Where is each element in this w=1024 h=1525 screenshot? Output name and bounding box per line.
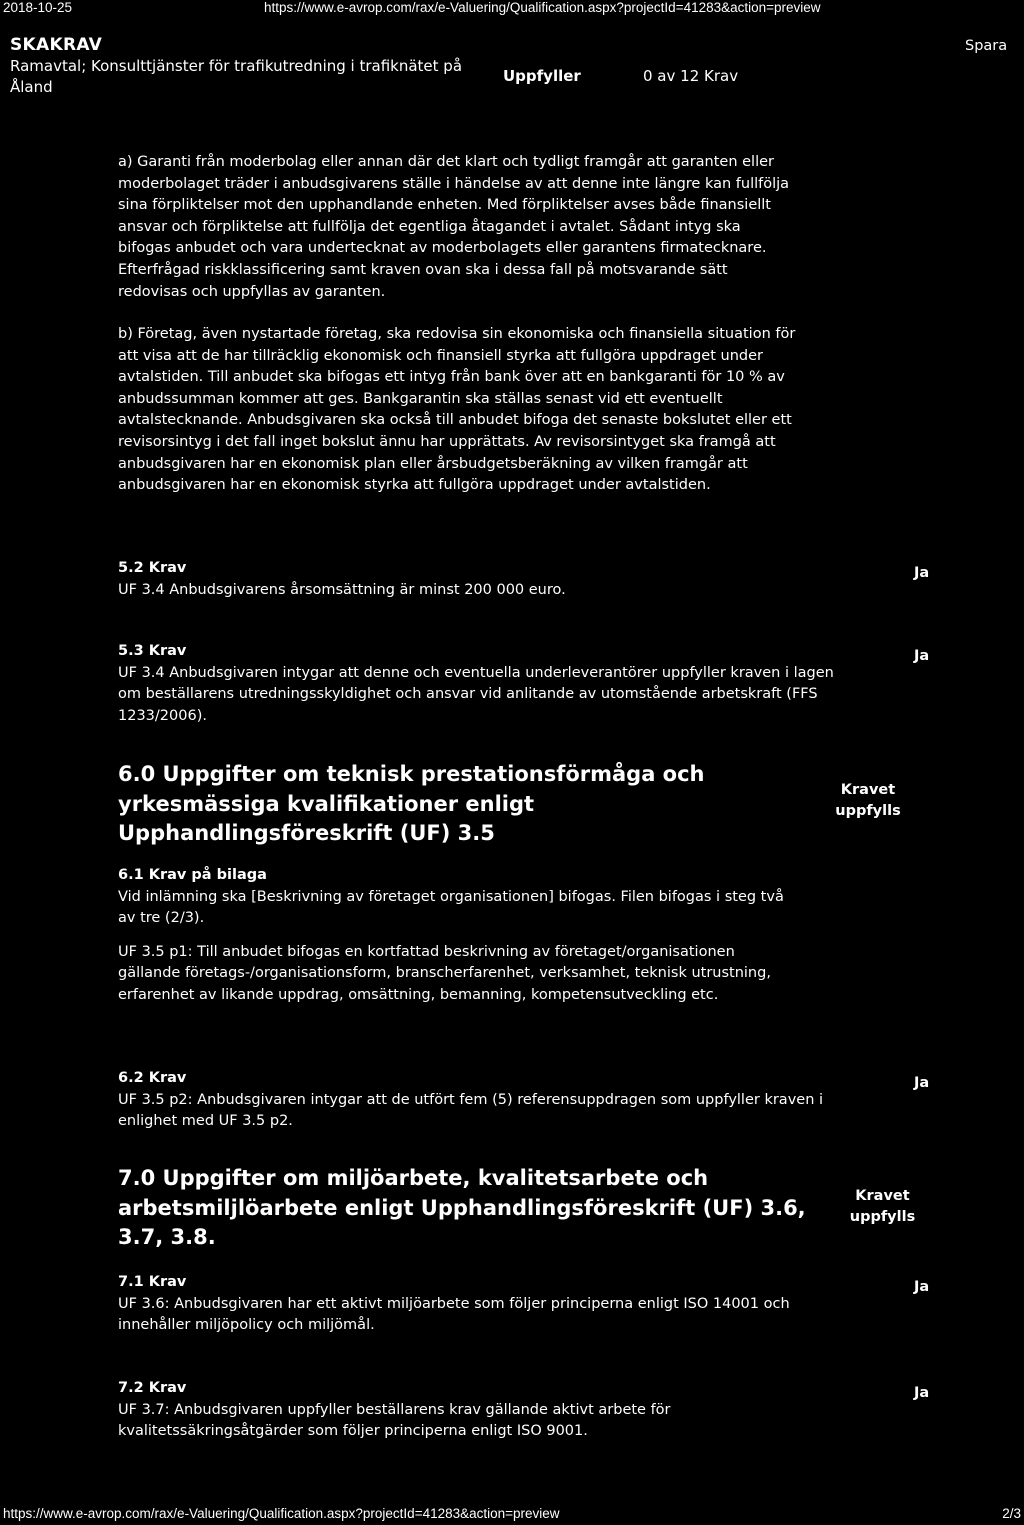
print-date: 2018-10-25 [3,0,73,15]
requirement-text: Vid inlämning ska [Beskrivning av företaget organisationen] bifogas. Filen bifogas i steg två av tre (2/3). [118,888,784,927]
print-header [0,0,1024,22]
org-name: SKAKRAV [10,35,103,55]
status-label: Uppfyller [503,67,581,85]
requirement-5-2 [118,558,858,601]
requirement-text: UF 3.5 p2: Anbudsgivaren intygar att de utfört fem (5) referensuppdragen som uppfyller kraven i enlighet med UF 3.5 p2. [118,1091,824,1130]
section-7-title: 7.0 Uppgifter om miljöarbete, kvalitetsarbete och arbetsmiljlöarbete enligt Upphandlingsföreskrift (UF) 3.6, 3.7, 3.8. [118,1166,806,1249]
answer-7-1[interactable]: Ja [914,1279,930,1295]
project-title: Ramavtal; Konsulttjänster för trafikutredning i trafiknätet på Åland [10,57,463,96]
requirement-7-2 [118,1378,858,1443]
page-number: 2/3 [1002,1506,1021,1521]
requirement-text: UF 3.6: Anbudsgivaren har ett aktivt miljöarbete som följer principerna enligt ISO 14001 och innehåller miljöpolicy och miljömål. [118,1295,790,1334]
requirement-text: UF 3.4 Anbudsgivaren intygar att denne och eventuella underleverantörer uppfyller kraven i lagen om beställarens utredningsskyldighet och ansvar vid anlitande av utomstående arbetskraft (FFS 1233/2006). [118,664,834,724]
requirement-id: 5.2 Krav [118,560,187,576]
answer-5-3[interactable]: Ja [914,648,930,664]
status-count: 0 av 12 Krav [643,67,739,85]
requirement-id: 7.2 Krav [118,1380,187,1396]
section-6-status: Kravet uppfylls [835,782,901,819]
requirement-6-1 [118,865,858,1007]
app-header [0,30,1024,100]
save-button[interactable]: Spara [965,38,1008,54]
requirement-extra: UF 3.5 p1: Till anbudet bifogas en kortfattad beskrivning av företaget/organisationen gällande företags-/organisationsform, branscherfarenhet, verksamhet, teknisk utrustning, erfarenhet av likande uppdrag, omsättning, bemanning, kompetensutveckling etc. [118,943,771,1003]
footer-url: https://www.e-avrop.com/rax/e-Valuering/Qualification.aspx?projectId=41283&action=preview [3,1506,560,1521]
answer-6-2[interactable]: Ja [914,1075,930,1091]
print-footer [0,1506,1024,1525]
requirement-text: UF 3.7: Anbudsgivaren uppfyller beställarens krav gällande aktivt arbete för kvalitetssäkringsåtgärder som följer principerna enligt ISO 9001. [118,1401,671,1440]
answer-7-2[interactable]: Ja [914,1385,930,1401]
requirement-5-3 [118,641,858,727]
requirement-id: 6.1 Krav på bilaga [118,867,267,883]
requirement-id: 7.1 Krav [118,1274,187,1290]
requirement-text: UF 3.4 Anbudsgivarens årsomsättning är minst 200 000 euro. [118,581,566,598]
section-6-title: 6.0 Uppgifter om teknisk prestationsförmåga och yrkesmässiga kvalifikationer enligt Upphandlingsföreskrift (UF) 3.5 [118,762,705,845]
requirement-7-1 [118,1272,858,1337]
requirement-6-2 [118,1068,858,1133]
print-url: https://www.e-avrop.com/rax/e-Valuering/Qualification.aspx?projectId=41283&action=preview [264,0,821,15]
paragraph-a: a) Garanti från moderbolag eller annan där det klart och tydligt framgår att garanten eller moderbolaget träder i anbudsgivarens ställe i händelse av att denne inte längre kan fullfölja sina förpliktelser mot den upphandlande enheten. Med förpliktelser avses både finansiellt ansvar och förpliktelse att fullfölja det egentliga åtagandet i avtalet. Sådant intyg ska bifogas anbudet och vara undertecknat av moderbolagets eller garantens firmatecknare. Efterfrågad riskklassificering samt kraven ovan ska i dessa fall på motsvarande sätt redovisas och uppfyllas av garanten. [118,154,790,300]
answer-5-2[interactable]: Ja [914,565,930,581]
section-7-status: Kravet uppfylls [849,1188,916,1225]
requirement-id: 5.3 Krav [118,643,187,659]
paragraph-b: b) Företag, även nystartade företag, ska redovisa sin ekonomiska och finansiella situation för att visa att de har tillräcklig ekonomisk och finansiell styrka att fullgöra uppdraget under avtalstiden. Till anbudet ska bifogas ett intyg från bank över att en bankgaranti för 10 % av anbudssumman kommer att ges. Bankgarantin ska ställas senast vid ett eventuellt avtalstecknande. Anbudsgivaren ska också till anbudet bifoga det senaste bokslutet eller ett revisorsintyg i det fall inget bokslut ännu har upprättats. Av revisorsintyget ska framgå att anbudsgivaren har en ekonomisk plan eller årsbudgetsberäkning av vilken framgår att anbudsgivaren har en ekonomisk styrka att fullgöra uppdraget under avtalstiden. [118,326,796,494]
requirement-id: 6.2 Krav [118,1070,187,1086]
